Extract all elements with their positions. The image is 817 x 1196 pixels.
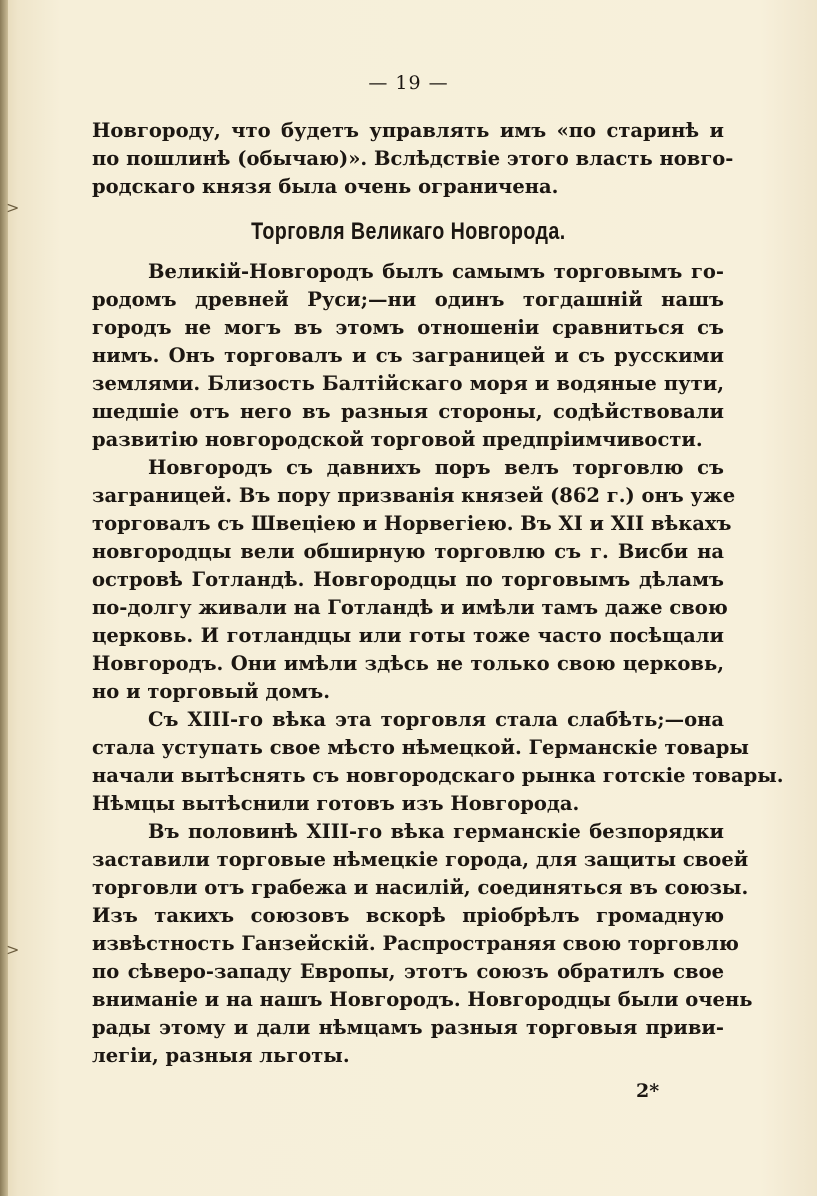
- text-line: по-долгу живали на Готландѣ и имѣли тамъ даже свою: [92, 596, 728, 619]
- printer-signature-mark: 2*: [636, 1080, 660, 1102]
- body-text: [92, 258, 784, 1070]
- text-line: стала уступать свое мѣсто нѣмецкой. Германскіе товары: [92, 736, 749, 759]
- text-line: родомъ древней Руси;—ни одинъ тогдашній нашъ: [92, 288, 724, 311]
- paragraph: [92, 258, 724, 454]
- text-line: новгородцы вели обширную торговлю съ г. Висби на: [92, 540, 724, 563]
- text-line: нимъ. Онъ торговалъ и съ заграницей и съ русскими: [92, 344, 724, 367]
- text-line: Изъ такихъ союзовъ вскорѣ пріобрѣлъ громадную: [92, 904, 724, 927]
- text-line: городъ не могъ въ этомъ отношеніи сравниться съ: [92, 316, 724, 339]
- text-line: торговли отъ грабежа и насилій, соединяться въ союзы.: [92, 876, 749, 899]
- page-number: — 19 —: [368, 72, 449, 94]
- margin-mark: >: [6, 940, 20, 959]
- text-line: Новгородъ. Они имѣли здѣсь не только свою церковь,: [92, 652, 724, 675]
- paragraph: [92, 706, 784, 818]
- margin-mark: >: [6, 198, 20, 217]
- text-line: Съ XIII-го вѣка эта торговля стала слабѣть;—она: [148, 708, 724, 731]
- text-line: островѣ Готландѣ. Новгородцы по торговымъ дѣламъ: [92, 568, 724, 591]
- text-line: Въ половинѣ XIII-го вѣка германскіе безпорядки: [148, 820, 724, 843]
- text-line: но и торговый домъ.: [92, 680, 331, 703]
- paragraph: [92, 454, 736, 706]
- text-line: по сѣверо-западу Европы, этотъ союзъ обратилъ свое: [92, 960, 724, 983]
- text-line: Великій-Новгородъ былъ самымъ торговымъ го-: [148, 260, 724, 283]
- text-line: легіи, разныя льготы.: [92, 1044, 350, 1067]
- continuation-paragraph: [92, 117, 734, 201]
- text-line: землями. Близость Балтійскаго моря и водяные пути,: [92, 372, 724, 395]
- text-line: Новгороду, что будетъ управлять имъ «по старинѣ и: [92, 119, 724, 142]
- text-line: церковь. И готландцы или готы тоже часто посѣщали: [92, 624, 724, 647]
- text-line: заставили торговые нѣмецкіе города, для защиты своей: [92, 848, 749, 871]
- text-line: начали вытѣснять съ новгородскаго рынка готскіе товары.: [92, 764, 784, 787]
- text-line: заграницей. Въ пору призванія князей (862 г.) онъ уже: [92, 484, 736, 507]
- text-line: торговалъ съ Швеціею и Норвегіею. Въ XI и XII вѣкахъ: [92, 512, 732, 535]
- section-heading: Торговля Великаго Новгорода.: [251, 218, 566, 245]
- text-line: родскаго князя была очень ограничена.: [92, 175, 559, 198]
- text-line: извѣстность Ганзейскій. Распространяя свою торговлю: [92, 932, 739, 955]
- text-line: Нѣмцы вытѣснили готовъ изъ Новгорода.: [92, 792, 580, 815]
- text-line: по пошлинѣ (обычаю)». Вслѣдствіе этого власть новго-: [92, 147, 734, 170]
- text-line: вниманіе и на нашъ Новгородъ. Новгородцы были очень: [92, 988, 753, 1011]
- text-line: развитію новгородской торговой предпріимчивости.: [92, 428, 703, 451]
- page-binding-edge: [0, 0, 8, 1196]
- text-line: рады этому и дали нѣмцамъ разныя торговыя приви-: [92, 1016, 724, 1039]
- text-line: шедшіе отъ него въ разныя стороны, содѣйствовали: [92, 400, 724, 423]
- text-line: Новгородъ съ давнихъ поръ велъ торговлю съ: [148, 456, 724, 479]
- paragraph: [92, 818, 753, 1070]
